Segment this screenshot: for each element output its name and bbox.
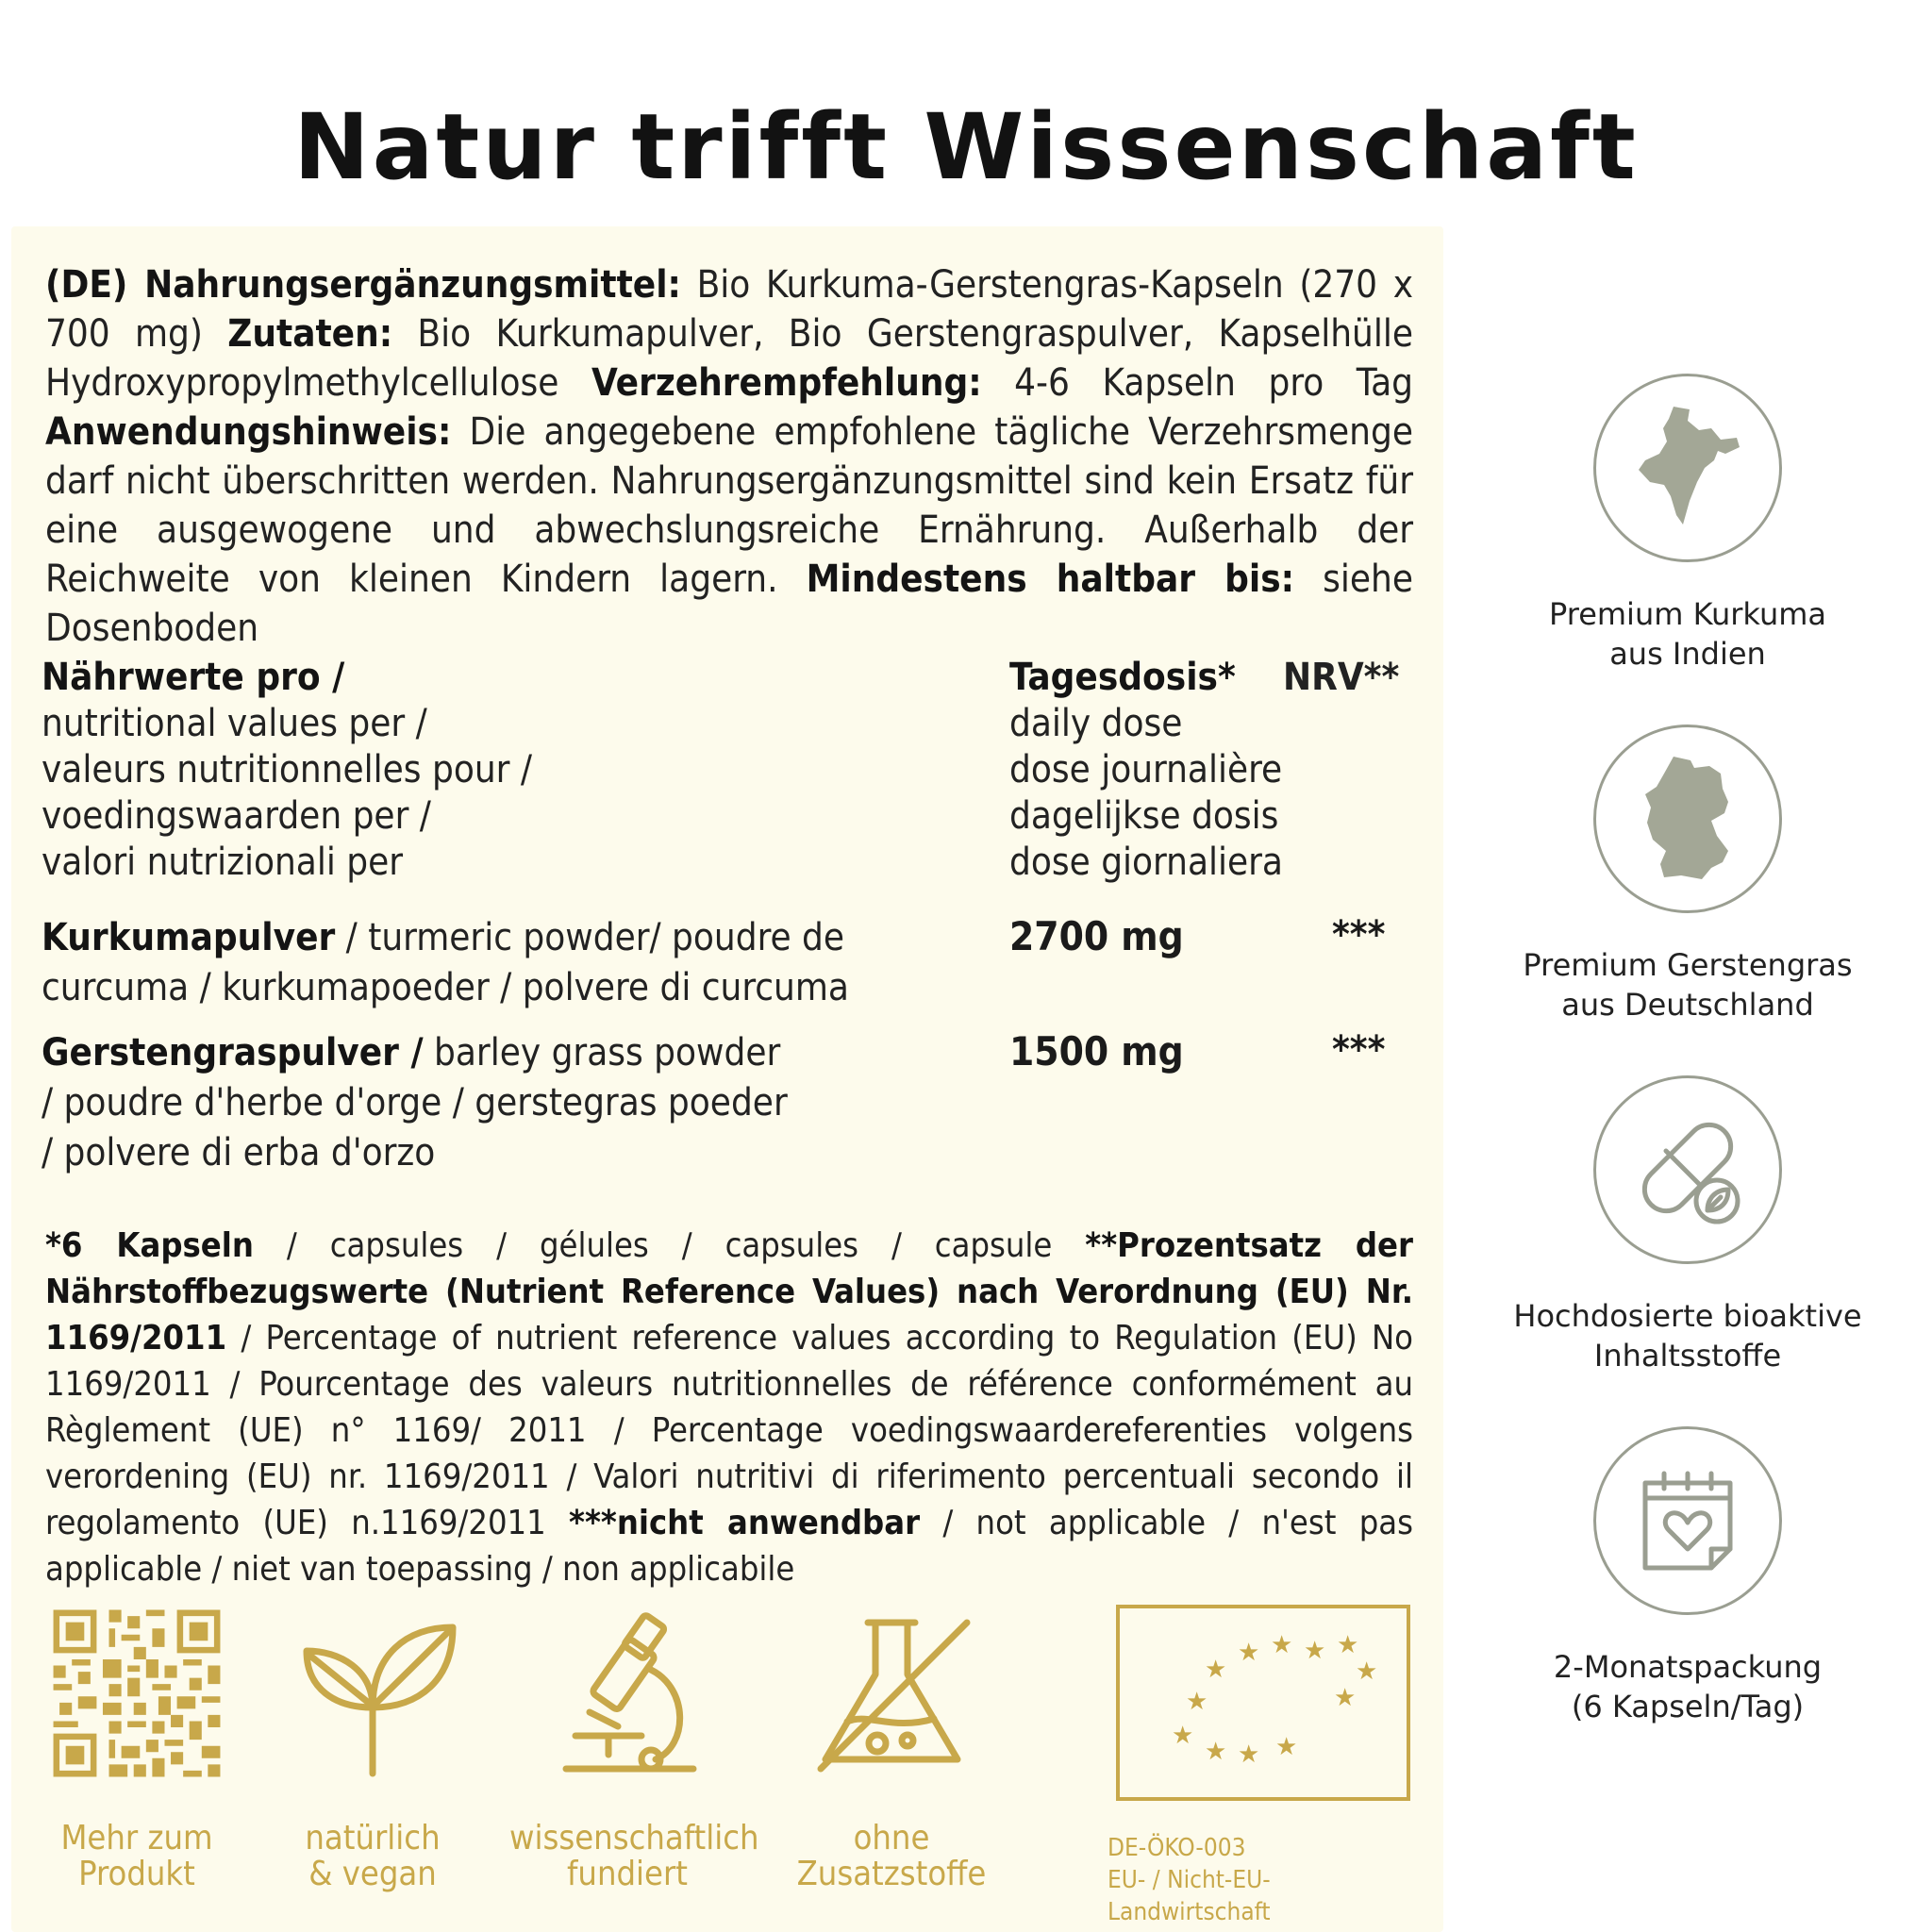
feature-label-line: (6 Kapseln/Tag) xyxy=(1571,1689,1805,1724)
feature-label xyxy=(1443,594,1932,674)
badge-label-line: Mehr zum xyxy=(60,1819,213,1857)
label-footnotes xyxy=(45,1223,1413,1592)
nutrition-row-name xyxy=(42,913,872,1013)
badge-label xyxy=(38,1821,236,1892)
feature-label-line: Hochdosierte bioaktive xyxy=(1513,1298,1862,1334)
feature-label-line: Inhaltsstoffe xyxy=(1593,1338,1782,1374)
feature-label-line: 2-Monatspackung xyxy=(1553,1649,1823,1685)
nutrition-row-name-bold: Kurkumapulver xyxy=(42,916,336,959)
nutrition-header-left-line: valori nutrizionali per xyxy=(42,841,404,884)
intro-ingredients: Bio Kurkumapulver, Bio Gerstengraspulver, Kapselhülle Hydroxypropylmethylcellulose xyxy=(45,312,1413,405)
intro-bestbefore: siehe Dosenboden xyxy=(45,558,1413,650)
calendar-heart-icon xyxy=(1631,1464,1744,1577)
eu-organic-code: DE-ÖKO-003 xyxy=(1108,1834,1246,1862)
intro-dosage-label: Verzehrempfehlung: xyxy=(591,361,982,405)
page-title: Natur trifft Wissenschaft xyxy=(293,94,1639,200)
badge-label-line: Zusatzstoffe xyxy=(796,1855,987,1893)
svg-text:★: ★ xyxy=(1205,1738,1227,1766)
svg-text:★: ★ xyxy=(1238,1740,1260,1769)
svg-text:★: ★ xyxy=(1205,1656,1227,1684)
nutrition-row-nrv: *** xyxy=(1332,913,1386,957)
svg-text:★: ★ xyxy=(1186,1688,1208,1716)
germany-map-icon xyxy=(1636,753,1740,885)
badge-label xyxy=(792,1821,991,1892)
badge-label-line: Produkt xyxy=(78,1855,195,1893)
svg-text:★: ★ xyxy=(1172,1722,1194,1750)
svg-text:★: ★ xyxy=(1275,1733,1298,1761)
intro-product-name: Bio Kurkuma-Gerstengras-Kapseln (270 x 700 mg) xyxy=(45,263,1413,356)
footnote-daily-dose: / capsules / gélules / capsules / capsule xyxy=(253,1226,1086,1265)
nutrition-header-left-line: nutritional values per / xyxy=(42,702,427,745)
intro-bestbefore-label: Mindestens haltbar bis: xyxy=(806,558,1295,601)
feature-high-dose xyxy=(1443,1075,1932,1375)
nutrition-row-nrv: *** xyxy=(1332,1028,1386,1072)
feature-label-line: aus Deutschland xyxy=(1561,987,1814,1023)
feature-icon-circle xyxy=(1593,1075,1782,1264)
nutrition-row-name-rest: barley grass powder / poudre d'herbe d'orge / gerstegras poeder / polvere di erba d'orzo xyxy=(42,1031,788,1174)
nutrition-row-name-bold: Gerstengraspulver / xyxy=(42,1031,424,1074)
intro-product-type: (DE) Nahrungsergänzungsmittel: xyxy=(45,263,681,307)
feature-label xyxy=(1443,1647,1932,1726)
leaf-icon xyxy=(283,1604,462,1783)
footnote-na-label: ***nicht anwendbar xyxy=(569,1504,921,1542)
feature-two-month-pack xyxy=(1443,1426,1932,1726)
intro-dosage: 4-6 Kapseln pro Tag xyxy=(981,361,1414,405)
footnote-nrv: / Percentage of nutrient reference values according to Regulation (EU) No 1169/2011 / Pourcentage des valeurs nutritionnelles de référence conformément au Règlement (UE) n° 1169/ 2011 / Percentage voedingswaardereferenties volgens verordening (EU) nr. 1169/2011 / Valori nutritivi di riferimento percentuali secondo il regolamento (UE) n.1169/2011 xyxy=(45,1319,1413,1542)
intro-ingredients-label: Zutaten: xyxy=(227,312,393,356)
footnote-nrv-label: **Prozentsatz der Nährstoffbezugswerte (Nutrient Reference Values) nach Verordnung (EU) Nr. 1169/2011 xyxy=(45,1226,1413,1357)
nutrition-header-nrv: NRV** xyxy=(1283,656,1400,699)
capsule-leaf-icon xyxy=(1626,1108,1749,1231)
nutrition-header-mid-line: dose journalière xyxy=(1009,748,1283,791)
feature-label-line: Premium Gerstengras xyxy=(1523,947,1853,983)
feature-icon-circle xyxy=(1593,724,1782,913)
badge-natural-vegan xyxy=(274,1604,472,1892)
nutrition-row-amount: 1500 mg xyxy=(1009,1028,1184,1074)
badge-label-line: & vegan xyxy=(308,1855,437,1893)
label-intro-text xyxy=(45,260,1413,653)
badge-label-line: wissenschaftlich xyxy=(509,1819,759,1857)
nutrition-row-name xyxy=(42,1028,796,1178)
badge-label xyxy=(274,1821,472,1892)
nutrition-header-mid-line: daily dose xyxy=(1009,702,1183,745)
feature-label xyxy=(1443,1296,1932,1375)
eu-organic-origin: EU- / Nicht-EU-Landwirtschaft xyxy=(1108,1866,1271,1926)
feature-label-line: aus Indien xyxy=(1609,636,1766,672)
eu-organic-text xyxy=(1108,1832,1419,1928)
no-additives-flask-icon xyxy=(802,1604,981,1783)
india-map-icon xyxy=(1631,402,1744,534)
badge-label-line: fundiert xyxy=(567,1855,688,1893)
nutrition-header-left xyxy=(42,655,532,886)
nutrition-row-amount: 2700 mg xyxy=(1009,913,1184,959)
qr-code-icon[interactable] xyxy=(47,1604,226,1783)
feature-label xyxy=(1443,945,1932,1024)
feature-turmeric-india xyxy=(1443,374,1932,674)
intro-usage: Die angegebene empfohlene tägliche Verzehrsmenge darf nicht überschritten werden. Nahrungsergänzungsmittel sind kein Ersatz für eine ausgewogene und abwechslungsreiche Ernährung. Außerhalb der Reichweite von kleinen Kindern lagern. xyxy=(45,410,1413,601)
svg-text:★: ★ xyxy=(1238,1639,1260,1667)
nutrition-row-name-rest: / turmeric powder/ poudre de curcuma / kurkumapoeder / polvere di curcuma xyxy=(42,916,849,1009)
feature-label-line: Premium Kurkuma xyxy=(1549,596,1826,632)
svg-text:★: ★ xyxy=(1356,1657,1378,1686)
badge-more-info[interactable] xyxy=(38,1604,236,1892)
intro-usage-label: Anwendungshinweis: xyxy=(45,410,452,454)
badge-label-line: ohne xyxy=(853,1819,930,1857)
nutrition-header-mid-line: dose giornaliera xyxy=(1009,841,1283,884)
feature-icon-circle xyxy=(1593,1426,1782,1615)
badge-label-line: natürlich xyxy=(305,1819,441,1857)
svg-text:★: ★ xyxy=(1271,1631,1293,1659)
nutrition-header-mid xyxy=(1009,655,1283,886)
nutrition-header-mid-line: dagelijkse dosis xyxy=(1009,794,1279,838)
badge-no-additives xyxy=(792,1604,991,1892)
feature-icon-circle xyxy=(1593,374,1782,562)
nutrition-header-left-line: voedingswaarden per / xyxy=(42,794,431,838)
badge-scientific xyxy=(509,1604,759,1893)
nutrition-header-left-line: Nährwerte pro / xyxy=(42,656,345,699)
nutrition-header-left-line: valeurs nutritionnelles pour / xyxy=(42,748,532,791)
eu-organic-leaf-icon xyxy=(1115,1604,1411,1802)
footnote-na: / not applicable / n'est pas applicable / niet van toepassing / non applicabile xyxy=(45,1504,1413,1589)
badge-label xyxy=(509,1819,759,1893)
footnote-daily-dose-label: *6 Kapseln xyxy=(45,1226,254,1265)
nutrition-header-mid-line: Tagesdosis* xyxy=(1009,656,1236,699)
svg-text:★: ★ xyxy=(1337,1631,1359,1659)
svg-text:★: ★ xyxy=(1334,1684,1357,1712)
microscope-icon xyxy=(538,1604,717,1783)
svg-text:★: ★ xyxy=(1304,1637,1326,1665)
eu-organic-logo xyxy=(1108,1604,1419,1928)
feature-barleygrass-germany xyxy=(1443,724,1932,1024)
